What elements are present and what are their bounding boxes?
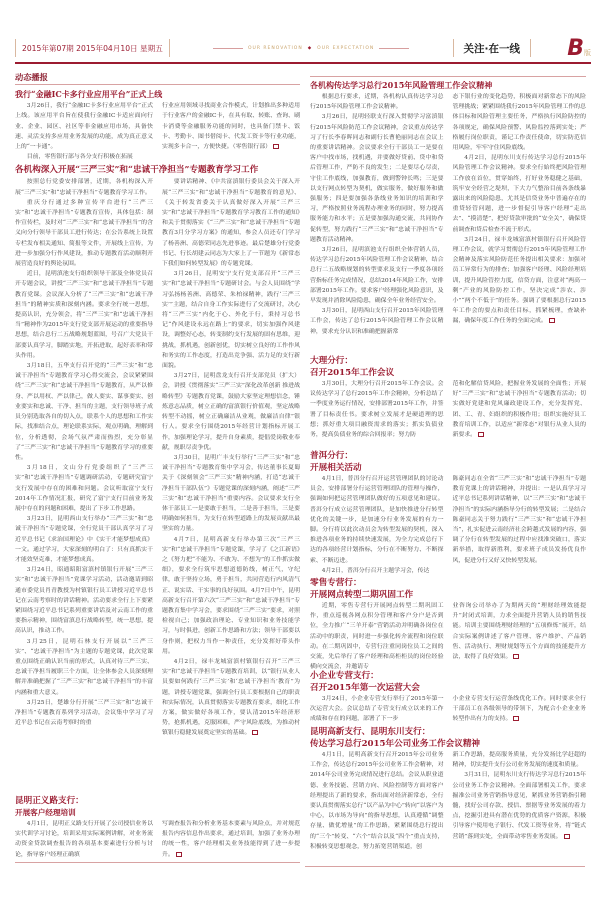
article-title: 开展相关活动 bbox=[310, 463, 362, 473]
paragraph: 4月1日，普洱分行召开运营管理团队的讨论动员会，安排部署分行运营管理团队的管理与操作，强调如何把运营管理团队做好的五项意见和建议。普洱分行成立运营管理团队，是加快推进分行转型优化的关键一步，是加速分行业务发展的有力一脚。分行将以此次动员会为转型发展的契机，深入推进各项业务的持续快速发展，为全力完成总行下达的各项经营计划指标，分行在不断努力、不断探索、不断迈进。 bbox=[310, 476, 444, 564]
paragraph: 3月31日，昆明东川支行传达学习总行2015年公司业务工作会议精神。全面部署相关工作，要求掘准公司业务营销指导意见，紧抓业务营销指引精髓，找好公司存款、授信、票据等业务发展的着力点，挖掘引进具有潜在优势的优质客户资源，积极引导客户使用电子银行、代发工资等业务，将“链式营销”落到实处，全面带动零售业务发展。 bbox=[452, 772, 586, 840]
paragraph: 3月26日，我行“金融IC卡多行业应用平台”正式上线。该应用平台旨在使我行金融IC卡适应面向行业、企业、园区、社区等非金融应用市场，具备快速、灵活支持多应用业务发展的功能，成为真正意义上的“一卡通”。 bbox=[15, 103, 153, 151]
paragraph: 3月24日，小企业专营支行举行了2015年第一次运营大会。会议总结了专营支行成立以来的工作成绩和存在的问题，部署了下一步 bbox=[310, 696, 444, 723]
paragraph: 3月24日，禄丰龙城富滇村镇银行召开风险管理工作会议，就学习贯彻总行2015年风险管理工作会精神及落实风险防范任务提出相关要求：加强对员工异常行为的排查；加强客户经理、风险经理培训，提升风险管控力度，信贷方面，注意对“两高一剩”产业的风险防控工作，坚决完成“涉农、涉小”“两个不低于”的任务。强调了要根据总行2015年工作会的要点和责任目标，抓紧梳理，查缺补漏，确保年度工作任务的全面完成。 bbox=[452, 236, 586, 325]
masthead bbox=[15, 34, 591, 64]
end-mark-icon bbox=[176, 852, 182, 857]
paragraph: 3月24日，昭通昭阳富滇村镇银行开展“三严三实”和“忠诚干净担当”党课学习活动，活动邀请到昭通市委党员肖青教授为村镇银行员工讲授习近平总书记在云南考察时的讲话精神。活动要求全行上下要紧紧围绕习近平总书记系列重要讲话及对云南工作的重要指示精神，围绕富滇总行战略转型，统一思想，提高认识，推动工作。 bbox=[15, 567, 153, 635]
paragraph: 小企业专营支行运营条线优化工作。同时要求全行干部员工在各级领导的带领下，为配合小企业业务转型作出有力的支持。 bbox=[452, 696, 586, 723]
slogan-right: OUR EXPECTATION bbox=[317, 45, 375, 51]
paragraph: 3月25日，昆明石林支行开展以“三严三实”、“忠诚干净担当”为主题的专题党课，此次党课重点围绕正确认识当前的形式，认真对待三严三实、忠诚干净担当履职三个方面，让全体参会人员深刻理解并准确把握了“三严三实”和“忠诚干净担当”的丰富内涵和重大意义。 bbox=[15, 638, 153, 696]
slogan-separator-icon: ◆ bbox=[307, 45, 313, 51]
paragraph: 近日，昆明滇池支行组织领导干部及全体党员召开专题会议，讲授“三严三实”和“忠诚干净担当”专题教育党课。会议深入分析了“三严三实”和“忠诚干净担当”的精神实质和深刻内涵。要求全行统一思想，提高认识，充分领会，将“三严三实”和“忠诚干净担当”精神作为2015年支行党支部开展运动的重要指导思想，结合总行二五战略规划蓝图，号召广大党员干部要认真学习，脚踏实地，开拓进取，起好表率和带头作用。 bbox=[15, 271, 153, 359]
end-mark-icon bbox=[478, 432, 484, 437]
paragraph: 范和化解信贷风险，把握业务发展的全面性；开展好“三严三实”和“忠诚干净担当”专题教育活动；切实做好党建和党风廉政建设工作，充分发挥党、团、工、青、妇组织的积极作用；组织实施好员工教育培训工作，以适应“新常态”对银行从业人员的新要求。 bbox=[452, 381, 586, 439]
article-branch: 大理分行： bbox=[310, 356, 353, 366]
article-sme bbox=[310, 670, 586, 725]
article-title: 召开2015年工作会议 bbox=[310, 368, 395, 378]
paragraph: 3月23日，昆明西山支行举办“三严三实”和“忠诚干净担当”专题党课，全行党员干部认真学习了习近平总书记《求治国理论》中《实干才能梦想成真》一文。通过学习，大家深刻的明白了：只有真抓实干才能效坚克难，才能梦想成真。 bbox=[15, 516, 153, 563]
end-mark-icon bbox=[252, 730, 258, 735]
paragraph: 3月27日，昆明盘龙支行召开支部党员（扩大）会，讲授《贯彻落实“三严三实”深化改革创新 推进战略转型》专题教育党课，鼓励大家坚定理想信念，锤炼意志品质，树立正确的富滇银行价值观，坚定战略转型不动摇，树立正确廉洁从业观，做廉洁自律”银行人。要求全行围绕2015年经营计划指标开展工作，加强理论学习，提升自身素质，提倡爱岗敬业奉献，规职尽责争优。 bbox=[162, 373, 300, 451]
end-mark-icon bbox=[549, 318, 555, 323]
article-retail bbox=[310, 577, 586, 672]
article-branch: 小企业专营支行： bbox=[310, 671, 379, 681]
paragraph: 3月26日，昆明滇池支行组织全体营销人员，传达学习总行2015年风险管理工作会议精神，结合总行二五战略规划的转型要求及支行一季度各项经营指标任务完成情况，总结2014年风险工作，安排部署2015年工作。要求客户经理强化风险意识，及早发现并消除风险隐患，确保全年业务经营安全。 bbox=[310, 247, 444, 305]
footer-rule-right bbox=[305, 866, 585, 867]
paragraph: 按照总行党委安排部署，近期，各机构深入开展“三严三实”和“忠诚干净担当”专题教育学习工作。 bbox=[15, 179, 153, 196]
article-gaoxin bbox=[310, 726, 586, 852]
article-branch: 昆明高新支行、昆明东川支行： bbox=[310, 727, 431, 737]
article-title: 开展客户经理培训 bbox=[15, 808, 76, 817]
paragraph: 3月30日，昆明西山支行召开2015年风险管理工作会，传达了总行2015年风险管理工作会议精神，要求充分认识和准确把握新常 bbox=[310, 308, 444, 335]
article-title: 各机构传达学习总行2015年风险管理工作会议精神 bbox=[310, 76, 586, 92]
paragraph: 3月25日，楚雄分行开展“三严三实”和“忠诚干净担当”专题教育系列学习活动，会议集中学习了习近平总书记在云南考察时的重 bbox=[15, 699, 153, 727]
paragraph: 业咨询公司举办了为期两天的“理财经理效能提升”封闭式培训，力求全面提升营销人员的销售技能。培训主要围绕理财经理的“五项修炼”展开，结合实际案例讲述了客户管理、客户维护、产品销售、活动执行、理财规划等五个方面的技能提升方法，取得了良好效果。 bbox=[452, 603, 586, 661]
end-mark-icon bbox=[564, 834, 570, 839]
end-mark-icon bbox=[513, 716, 519, 721]
paragraph: 3月26日，昆明安宁支行党支部召开“三严三实”和“忠诚干净担当”专题研讨会。与会人员围绕“学习弘扬杨善洲、高德荣、朱柏禄精神，践行‘三严三实’”主题，结合自身工作实际进行了交流研讨，决心将“三严三实”内化于心、外化于行，秉持习总书记“作风建设永远在路上”的要求，切实加强作风建设，调整好心态，转变制约支行发展的固有思维，迎挑战，抓机遇，创新创优，切实树立良好的工作作风和务实的工作态度，打造出竞争强、活力足的支行新面貌。 bbox=[162, 271, 300, 370]
slogan bbox=[170, 46, 453, 51]
article-ic-card bbox=[15, 88, 300, 162]
end-mark-icon bbox=[273, 144, 279, 149]
edition-suffix: 版 bbox=[584, 48, 591, 57]
paragraph: 3月18日，五华支行召开党的“三严三实”和“忠诚干净担当”专题教育学习心得交流会，会议紧紧围绕“三严三实”和“忠诚干净担当”专题教育，从严以修身、严以用权、严以律己，做人要实、谋事要实、创业要实和忠诚、干净、担当的主题，支行领导班子成员分别选取各自的切入点，联系个人的思想和工作实际，找准结合点，理论联系实际，观点明确，理解到位，分析透彻，会场气氛严肃而热烈，充分彰显了“三严三实”和“忠诚干净担当”专题教育学习的重要性。 bbox=[15, 363, 153, 461]
article-title: 我行“金融IC卡多行业应用平台”正式上线 bbox=[15, 89, 163, 100]
paragraph: 要讲话精神、《中共富滇银行委员会关于深入开展“三严三实”和“忠诚干净担当”专题教育的意见》、《关于转发省委关于认真做好深入开展“三严三实”和“忠诚干净担当”专题教育学习教育工作的通知》和关于贯彻落实《“三严三实”和“忠诚干净担当”专题教育3月分学习方案》的通知，参会人员还专门学习了杨善洲、高德荣同志先进事迹。最后楚雄分行党委书记、行长胡建云同志为大家上了一节题为《新常态下我们如何转型发展》的专题党课。 bbox=[162, 179, 300, 268]
paragraph: 重庆分行通过多种宣传平台进行“三严三实”和“忠诚干净担当”专题教育宣传，具体包括：制作宣传栏，及时对“三严三实”和“忠诚干净担当”的含义向分行领导干部员工进行传达；在公告系统上设置专栏发布相关通知、简报等文件，开展线上宣传，为进一步加强分行作风建设，推动专题教育活动顺利开展营造良好的舆论氛围。 bbox=[15, 199, 153, 268]
slogan-rule-right bbox=[379, 48, 409, 49]
column-label: 动态播报 bbox=[15, 72, 300, 85]
paragraph: 根据总行要求，近期，各机构认真传达学习总行2015年风险管理工作会议精神。 bbox=[310, 94, 444, 111]
paragraph: 写调查报告和分析业务基本要素与风险点，并对规范报告内容信息作出要求，通过培训，加强了业务办理的统一性，客户经理相关业务技能得到了进一步提升。 bbox=[162, 821, 300, 858]
footer-rule-left bbox=[15, 862, 300, 863]
paragraph: 行业应用领域寻找商业合作模式，计划推出多种适用于行业客户的金融IC卡，在具有取、转账、查询、刷卡消费等金融服务功能的同时，也具备门禁卡、饭卡、考勤卡、图书借阅卡、代发工资卡等行业功能，实现多卡合一，方便快捷。（零售银行部） bbox=[162, 103, 300, 151]
paragraph: 目前，零售银行部与各分支行积极在拓展 bbox=[26, 154, 133, 161]
paragraph: 陈豪同志在全省“三严三实”和“忠诚干净担当”专题教育党课上的讲话精神，并提出：一是认真学习习近平总书记系列讲话精神，以“三严三实”和“忠诚干净担当”的实际内涵指导分行的转型发展；二是结合陈豪同志关于努力践行“三严三实”和“忠诚干净担当”，扎实促进云南经济社会跨越式发展的内容，强调了分行在转型发展的过程中应找准突破口，落实新举措，取得新胜利，要求班子成员发扬优良作风，促进分行又好又快转型发展。 bbox=[452, 476, 586, 564]
edition-badge bbox=[531, 36, 591, 61]
paragraph: 3月30日，大理分行召开2015年工作会议。会议传达学习了总行2015年工作会精神，分析总结了一季度业务运行情况，安排部署2015年工作，并签署了目标责任书。要求树立发展才是硬道理的思想；抓好重大项目融资需求的落实；抓实负债业务，提高负债业务的综合回报率；努力防 bbox=[310, 381, 444, 439]
paragraph: 4月1日，昆明正义路支行开展了公司授信业务以实代训学习讨论，培训采用实际案例讲解，对业务流动资金贷款调查报告的各项基本要素进行分析与讨论，指导客户经理正确填 bbox=[15, 821, 153, 858]
article-branch: 零售专营行： bbox=[310, 578, 362, 588]
paragraph: 4月7日，昆明高新支行举办第三次“三严三实”和“忠诚干净担当”专题党课，学习了《之江新语》之《努力把“不能为、不敢为、不想为”的工作抓实做细》，要求全行筑牢思想道德防线，树正气，守纪律，敢于坚持立场，勇于担当，共同营造行内风清气正、说实话、干实事的良好氛围。4月7日中午，昆明高新支行召开第六次“三严三实”和“忠诚干净担当”专题教育集中学习会，要求围绕“三严三实”要求，对照检视自己；加强政治理论、专业知识和业务技能学习，与时俱进，创新工作思路和方法；领导干部要以身作则，把权力当作一种责任，充分发挥好带头作用。 bbox=[162, 536, 300, 655]
article-title: 召开2015年第一次运营大会 bbox=[310, 683, 420, 693]
slogan-rule-left bbox=[213, 48, 243, 49]
paragraph: 4月2日，普洱分行召开主题学习会，传达 bbox=[321, 567, 430, 574]
paragraph: 3月30日，昆明广丰支行举行“三严三实”和“忠诚干净担当”专题教育集中学习会，传达董事长夏蜀关于《深刻领会“三严三实”精神内涵，打造“忠诚干净担当干部队伍”》专题党课的深刻内涵，阐述“三严三实”和“忠诚干净担当”重要内容。会议要求支行全体干部员工一是要敢于担当，二是善于担当，三是要明确如何担当，为支行在转型道路上的发展贡献出最坚实的力量。 bbox=[162, 454, 300, 533]
article-sansan bbox=[15, 164, 300, 737]
article-puer bbox=[310, 450, 586, 576]
paragraph: 近期，零售专营行开展网点转型二期巩固工作，重点巡视各网点积分管理和客户分户是否到位，全力推广“三羊开泰”营销活动并明确各岗位在活动中的职责，同时进一步强化转介流程和岗位联动。在二期巩固中，专营行注重同岗位员工之间的交流，先后举行了客户经理和高柜柜员的岗位经验横向交流会，并邀请专 bbox=[310, 603, 444, 671]
edition-letter: B bbox=[567, 35, 584, 61]
paragraph: 态下银行业的变化趋势，积极面对新常态下的风险管理挑战；紧紧围绕我行2015年风险管理工作的总体目标和风险管理主要任务，严格执行风险防控的各项规定，确保风险预警、风险监控落到实处；严格履行岗位职责，谨记工作责任使命，切实防范信用风险，牢牢守住风险底线。 bbox=[452, 94, 586, 152]
paragraph: 新工作思路，提高服务质量，充分发扬比学赶超的精神，切实提升支行公司业务发展的速度和质量。 bbox=[452, 752, 586, 769]
article-dali bbox=[310, 355, 586, 440]
end-mark-icon bbox=[513, 654, 519, 659]
section-title: 关注·在一线 bbox=[453, 39, 532, 57]
article-branch: 普洱分行： bbox=[310, 451, 353, 461]
article-title: 各机构深入开展“三严三实”和“忠诚干净担当”专题教育学习工作 bbox=[15, 165, 259, 176]
article-branch: 昆明正义路支行： bbox=[15, 796, 84, 806]
paragraph: 4月2日，禄丰龙城富滇村镇银行召开“三严三实”和“忠诚干净担当”专题教育培训，以“银行从业人员要如何践行‘三严三实’和‘忠诚干净担当’教育”为题，讲授专题党课，强调全行员工要根据自己的职责和实际情况，认真贯彻落实专题教育要求，细化工作方案，做实做好各项工作，要认清2015年经济形势，抢抓机遇，克服困难，严守风险底线，为推动村镇银行稳健发展奠定坚实的基础。 bbox=[162, 658, 300, 737]
slogan-left: OUR RENOVATION bbox=[248, 45, 303, 51]
paragraph: 3月18日，文山分行党委组织了“三严三实”和“忠诚干净担当”专题调研活动，专题研究富宁支行发展中存在的困难和问题。会议听取富宁支行2014年工作情况汇报，研究了富宁支行目前业务发展中存在的问题和困难，提出了下步工作思路。 bbox=[15, 465, 153, 512]
article-zhengyi bbox=[15, 795, 300, 860]
article-title: 开展网点转型二期巩固工作 bbox=[310, 590, 414, 600]
article-title: 传达学习总行2015年公司业务工作会议精神 bbox=[310, 739, 481, 749]
left-half bbox=[15, 72, 300, 737]
article-risk bbox=[310, 76, 586, 335]
paragraph: 4月1日，昆明高新支行召开2015年公司业务工作会，传达总行2015年公司业务工作会精神，对2014年公司业务完成情况进行总结。会议从职业道德、业务技能、营销方向、风险控制等方面对客户经理提出了新的要求，指出面对经济新常态，全行要认真贯彻落实总行“以产品为中心”转向“以客户为中心，以市场为导向”的指导思想，认真遵循“调整存量、做优增量”的工作思路，紧紧围绕总行提出的“三个”转变、“六个”结合以及“四个”重点支持，积极转变思想观念，努力拓宽营销渠道，创 bbox=[310, 752, 444, 850]
paragraph: 3月26日，昆明轻联支行深入贯彻学习富滇银行2015年风险防范工作会议精神，会议重点传达学习了行长李春晖同志和副行长曹艳丽同志在会议上的重要讲话精神。会议要求全行干部员工一是要在客户中找市场，找机遇，并要做好贷前、贷中和贷后管理工作，严防不良的发生；二是要尽心尽责，守住工作底线，加强教育，做到警钟长鸣；三是要以支行网点转型为契机，做实服务，做好服务和做强服务；四是要加强各条线业务知识的培训和学习，严格按照业务流程办理业务的同时，努力提高服务能力和水平；五是要加强沟通交流，共同协作促转型，努力践行“三严三实”和“忠诚干净担当”专题教育活动精神。 bbox=[310, 114, 444, 243]
issue-date: 2015年第07期 2015年04月10日 星期五 bbox=[15, 39, 170, 57]
paragraph: 4月2日，昆明东川支行传达学习总行2015年风险管理工作会议精神。要求全行始终把风险管理工作放在首位，贯穿始终，打好业务稳健之基础，筑牢安全经营之堤坝，下大力气整治目前各条线暴露出来的风险隐患，尤其是信贷业务中普遍存在的重贷轻管问题，进一步督促引导客户经理“走出去”、“摸清楚”，把好贷款审批的“安全关”，确保贷前调查和贷后检查不流于形式。 bbox=[452, 155, 586, 233]
